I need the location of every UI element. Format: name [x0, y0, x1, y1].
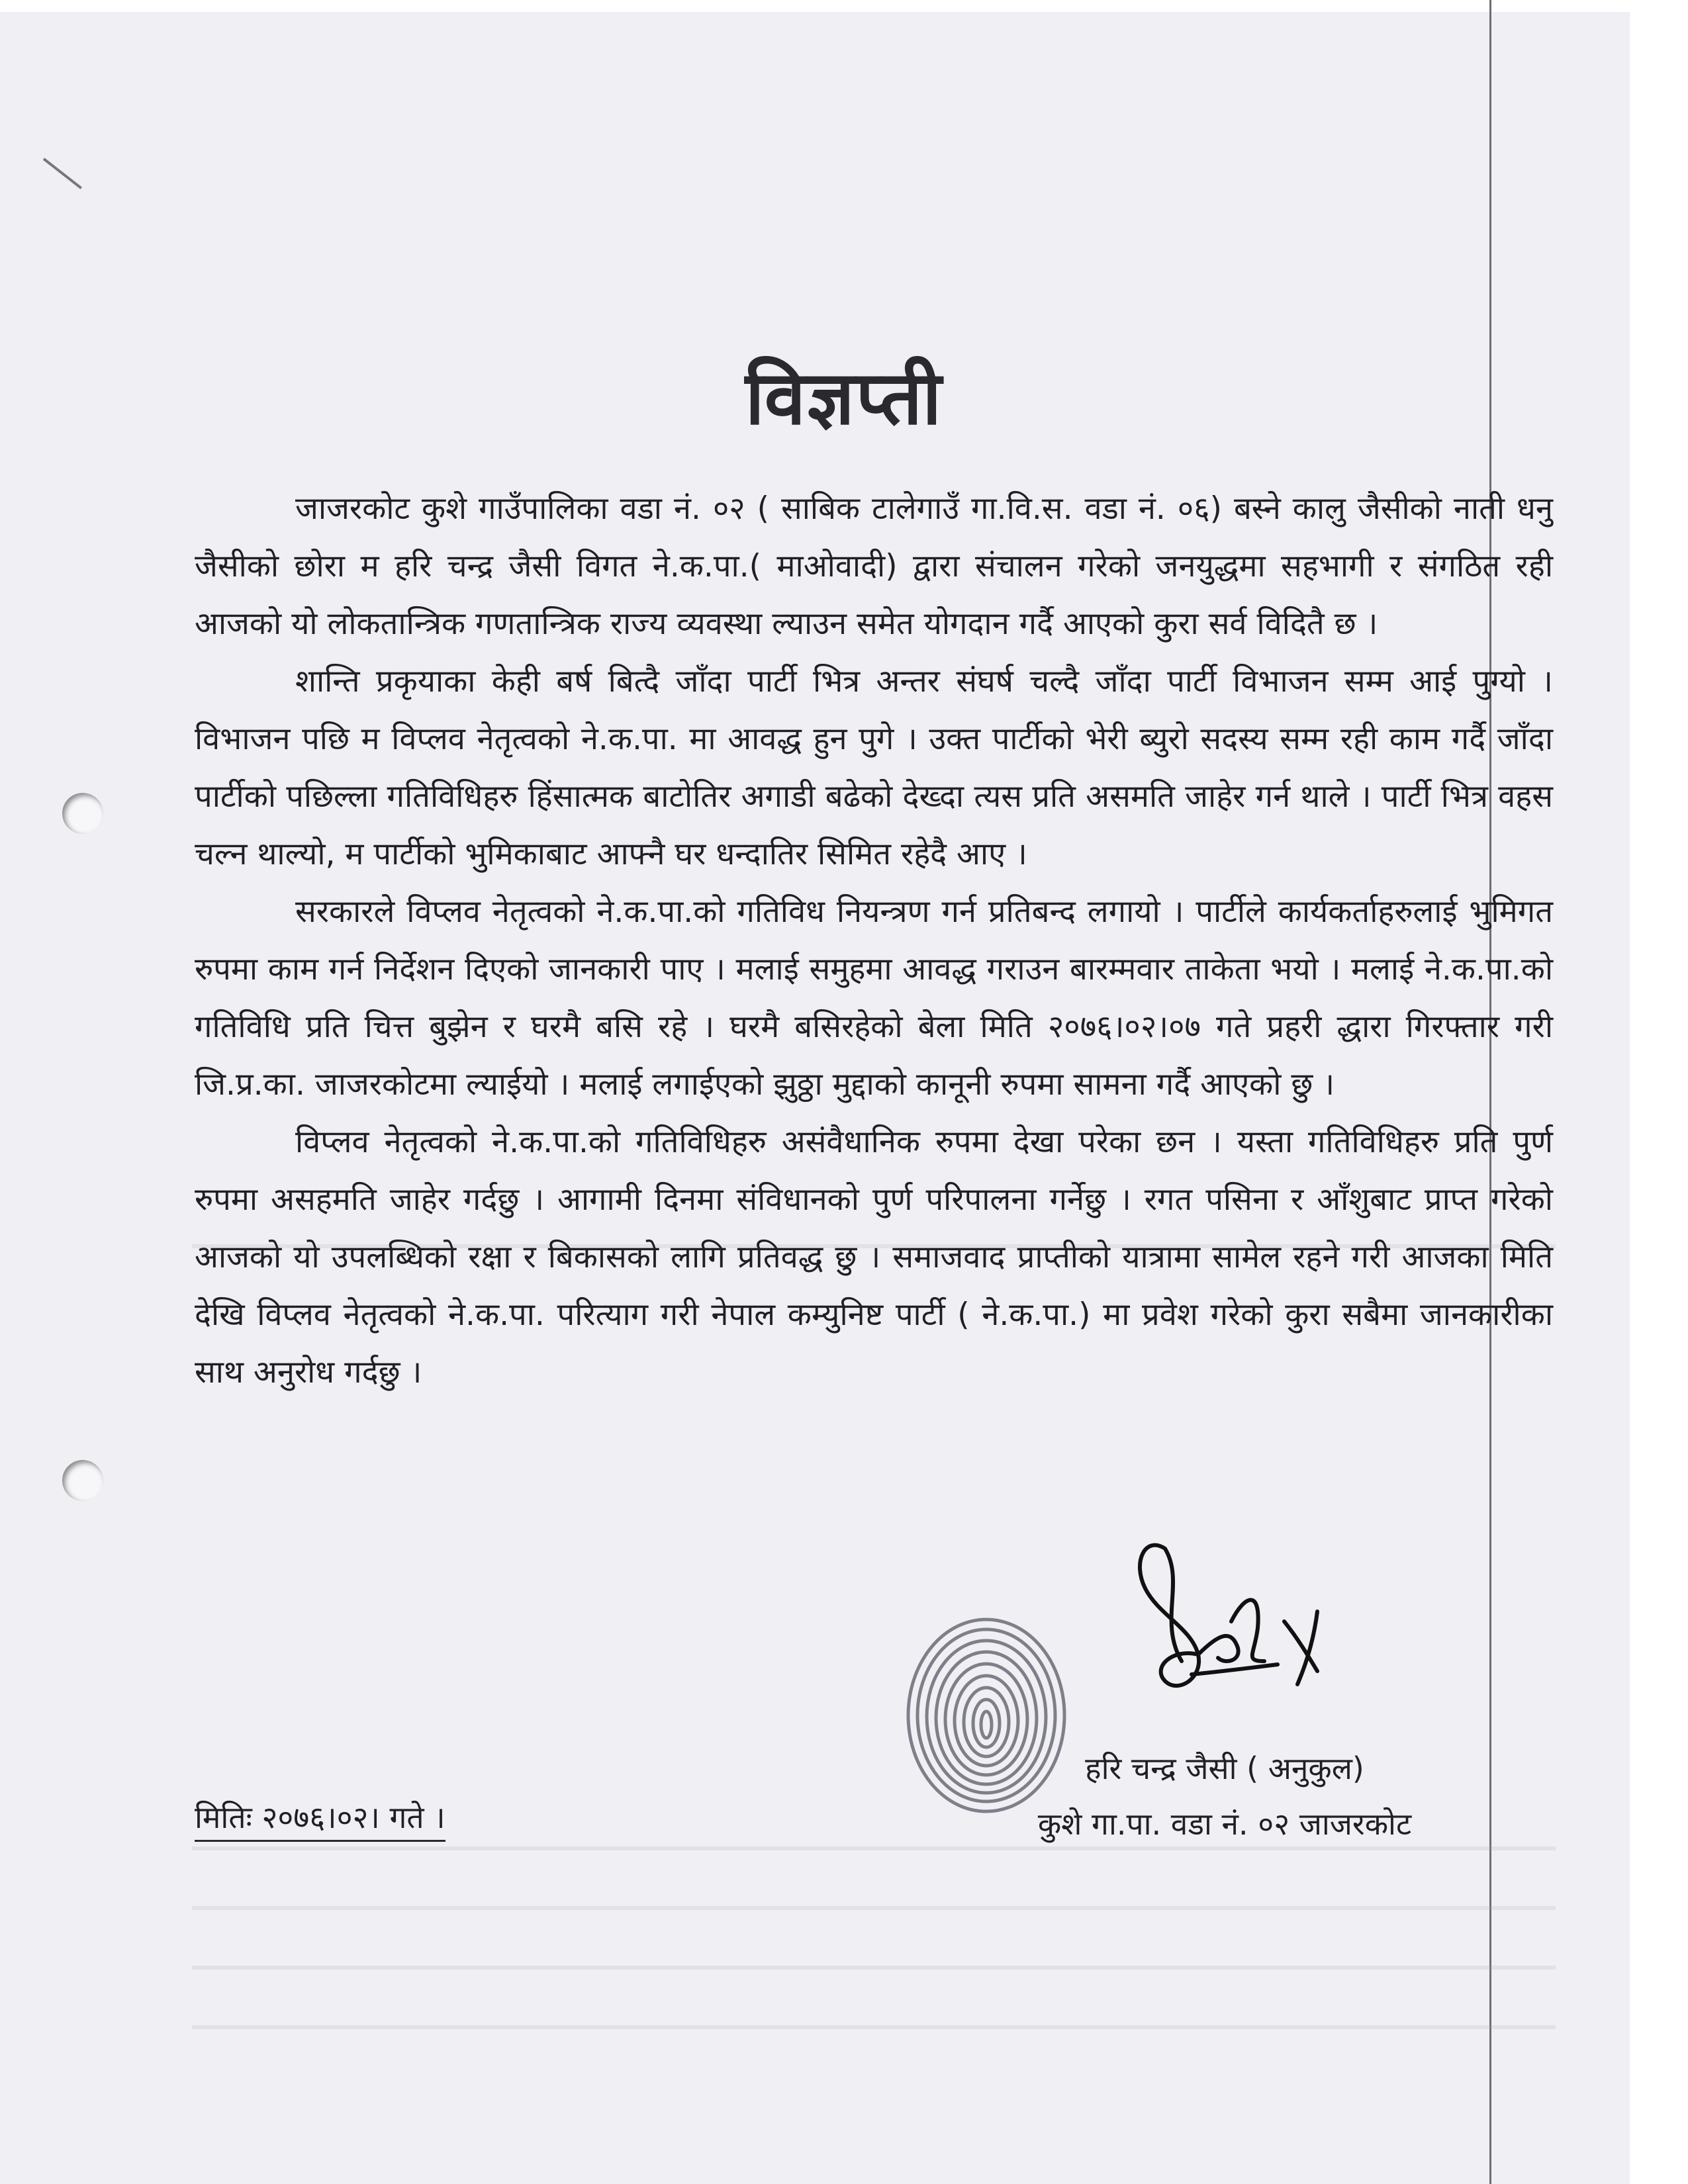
notice-body: [195, 480, 1553, 1401]
paragraph-4: विप्लव नेतृत्वको ने.क.पा.को गतिविधिहरु असंवैधानिक रुपमा देखा परेका छन । यस्ता गतिविधिहरु प्रति पुर्ण रुपमा असहमति जाहेर गर्दछु । आगामी दिनमा संविधानको पुर्ण परिपालना गर्नेछु । रगत पसिना र आँशुबाट प्राप्त गरेको आजको यो उपलब्धिको रक्षा र बिकासको लागि प्रतिवद्ध छु । समाजवाद प्राप्तीको यात्रामा सामेल रहने गरी आजका मिति देखि विप्लव नेतृत्वको ने.क.पा. परित्याग गरी नेपाल कम्युनिष्ट पार्टी ( ने.क.पा.) मा प्रवेश गरेको कुरा सबैमा जानकारीका साथ अनुरोध गर्दछु ।: [195, 1124, 1553, 1390]
paragraph-2: शान्ति प्रकृयाका केही बर्ष बित्दै जाँदा पार्टी भित्र अन्तर संघर्ष चल्दै जाँदा पार्टी विभाजन सम्म आई पुग्यो । विभाजन पछि म विप्लव नेतृत्वको ने.क.पा. मा आवद्ध हुन पुगे । उक्त पार्टीको भेरी ब्युरो सदस्य सम्म रही काम गर्दै जाँदा पार्टीको पछिल्ला गतिविधिहरु हिंसात्मक बाटोतिर अगाडी बढेको देख्दा त्यस प्रति असमति जाहेर गर्न थाले । पार्टी भित्र वहस चल्न थाल्यो, म पार्टीको भुमिकाबाट आफ्नै घर धन्दातिर सिमित रहेदै आए ।: [195, 663, 1553, 872]
signature-icon: [1119, 1522, 1337, 1714]
paragraph-1: जाजरकोट कुशे गाउँपालिका वडा नं. ०२ ( साबिक टालेगाउँ गा.वि.स. वडा नं. ०६) बस्ने कालु जैसीको नाती धनु जैसीको छोरा म हरि चन्द्र जैसी विगत ने.क.पा.( माओवादी) द्वारा संचालन गरेको जनयुद्धमा सहभागी र संगठित रही आजको यो लोकतान्त्रिक गणतान्त्रिक राज्य व्यवस्था ल्याउन समेत योगदान गर्दै आएको कुरा सर्व विदितै छ ।: [195, 490, 1553, 642]
bleed-through-line: [192, 1966, 1556, 1970]
scan-top-edge: [0, 0, 1688, 12]
scan-right-margin: [1630, 0, 1688, 2184]
page-title: विज्ञप्ती: [745, 355, 943, 441]
signatory-name: हरि चन्द्र जैसी ( अनुकुल): [1085, 1751, 1364, 1786]
bleed-through-line: [192, 1906, 1556, 1910]
date-line: मितिः २०७६।०२। गते ।: [195, 1796, 445, 1842]
punch-hole-icon: [62, 793, 103, 834]
signatory-address: कुशे गा.पा. वडा नं. ०२ जाजरकोट: [1037, 1806, 1412, 1842]
paragraph-3: सरकारले विप्लव नेतृत्वको ने.क.पा.को गतिविध नियन्त्रण गर्न प्रतिबन्द लगायो । पार्टीले कार्यकर्ताहरुलाई भुमिगत रुपमा काम गर्न निर्देशन दिएको जानकारी पाए । मलाई समुहमा आवद्ध गराउन बारम्मवार ताकेता भयो । मलाई ने.क.पा.को गतिविधि प्रति चित्त बुझेन र घरमै बसि रहे । घरमै बसिरहेको बेला मिति २०७६।०२।०७ गते प्रहरी द्धारा गिरफ्तार गरी जि.प्र.का. जाजरकोटमा ल्याईयो । मलाई लगाईएको झुठ्ठा मुद्दाको कानूनी रुपमा सामना गर्दै आएको छु ।: [195, 893, 1553, 1103]
punch-hole-icon: [62, 1460, 103, 1501]
scan-scratch-mark: [43, 158, 82, 189]
signatory-block: [1019, 1741, 1430, 1852]
bleed-through-line: [192, 2025, 1556, 2029]
